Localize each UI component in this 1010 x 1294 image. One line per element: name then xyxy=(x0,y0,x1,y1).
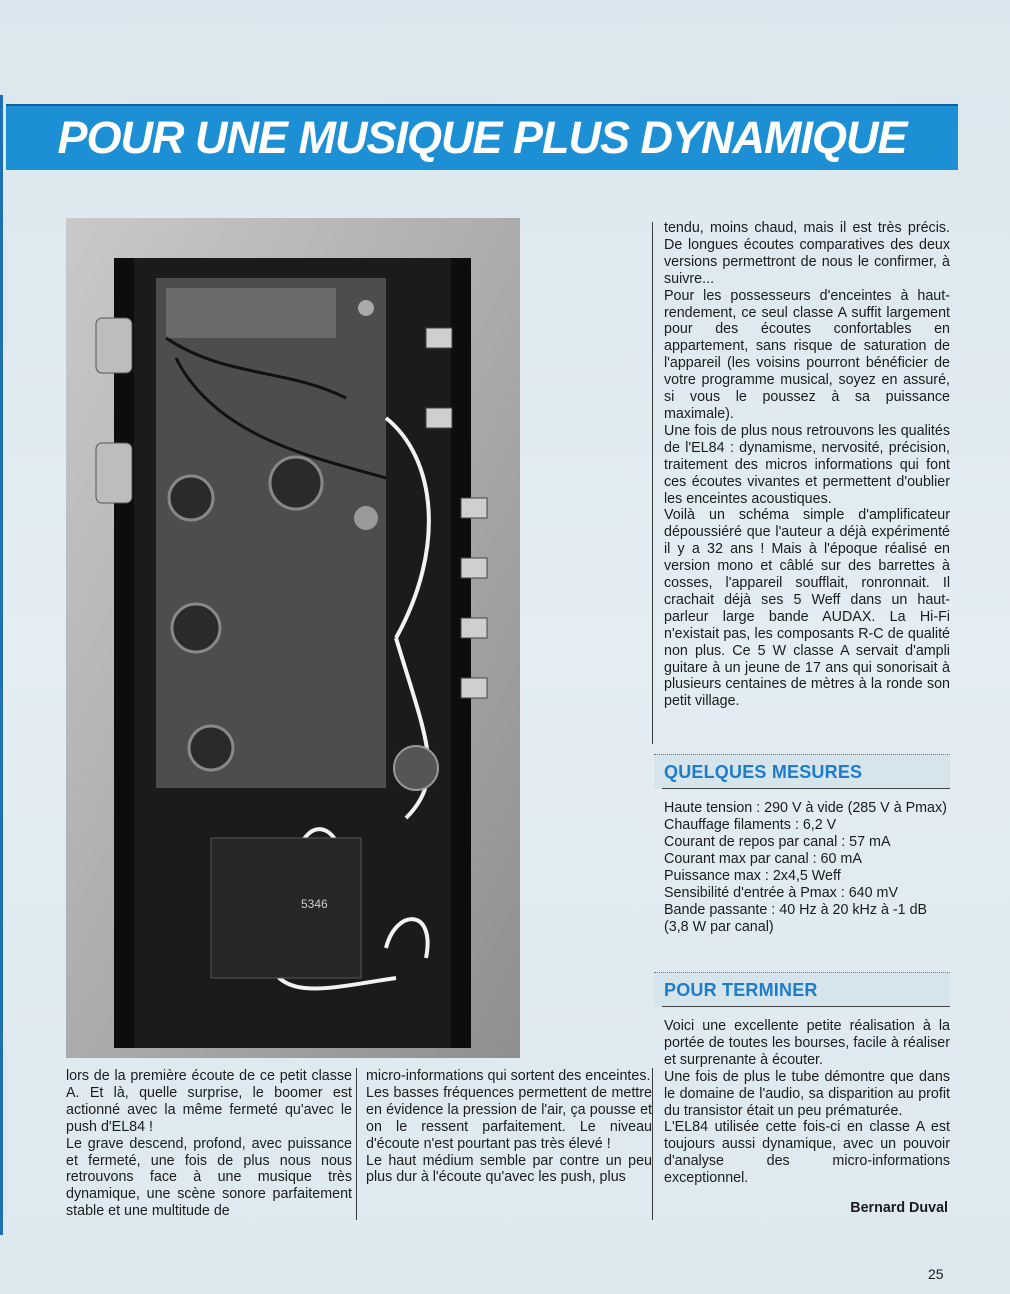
left-margin-rule xyxy=(0,95,3,1235)
article-text-right-column: tendu, moins chaud, mais il est très précis. De longues écoutes comparatives des deux versions permettront de nous le confirmer, à suivre... Pour les possesseurs d'enceintes à haut-rendement, ce seul classe A suffit largement pour des écoutes confortables en appartement, sans risque de saturation de l'appareil (les voisins pourront bénéficier de votre programme musical, soyez en assuré, si vous le poussez à sa puissance maximale). Une fois de plus nous retrouvons les qualités de l'EL84 : dynamisme, nervosité, précision, traitement des micros informations qui font ces écoutes vivantes et permettent d'oublier les enceintes acoustiques. Voilà un schéma simple d'amplificateur dépoussiéré que l'auteur a déjà expérimenté il y a 32 ans ! Mais à l'époque réalisé en version mono et câblé sur des barrettes à cosses, l'appareil soufflait, ronronnait. Il crachait déjà ses 5 Weff dans un haut-parleur large bande AUDAX. La Hi-Fi n'existait pas, les composants R-C de qualité non plus. Ce 5 W classe A servait d'ampli guitare à un jeune de 17 ans qui sonorisait à plusieurs centaines de mètres à la ronde son petit village. xyxy=(664,220,950,710)
column-divider xyxy=(652,222,653,744)
page-title: POUR UNE MUSIQUE PLUS DYNAMIQUE xyxy=(57,112,907,163)
title-banner xyxy=(6,104,958,170)
conclusion-text: Voici une excellente petite réalisation à la portée de toutes les bourses, facile à réaliser et surprenante à écouter. Une fois de plus le tube démontre que dans le domaine de l'audio, sa disparition au profit du transistor était un peu prématurée. L'EL84 utilisée cette fois-ci en classe A est toujours aussi dynamique, avec un pouvoir d'analyse des micro-informations exceptionnel. xyxy=(664,1018,950,1187)
measure-item: Puissance max : 2x4,5 Weff xyxy=(664,868,841,884)
heading-underline xyxy=(662,1006,950,1007)
svg-text:5346: 5346 xyxy=(301,897,328,911)
heading-underline xyxy=(662,788,950,789)
measure-item: Courant de repos par canal : 57 mA xyxy=(664,834,891,850)
measures-list xyxy=(664,800,954,936)
column-divider xyxy=(356,1068,357,1220)
measure-item: Sensibilité d'entrée à Pmax : 640 mV xyxy=(664,885,898,901)
amplifier-chassis-photo xyxy=(66,218,520,1058)
page-number: 25 xyxy=(928,1266,944,1282)
author-signature: Bernard Duval xyxy=(850,1200,948,1216)
column-divider xyxy=(652,1068,653,1220)
article-text-middle-column: micro-informations qui sortent des enceintes. Les basses fréquences permettent de mettre en évidence la pression de l'air, ça pousse et on le ressent parfaitement. Le niveau d'écoute n'est pourtant pas très élevé ! Le haut médium semble par contre un peu plus dur à l'écoute qu'avec les push, plus xyxy=(366,1068,652,1186)
section-heading-conclusion xyxy=(654,972,950,1007)
measure-item: Courant max par canal : 60 mA xyxy=(664,851,862,867)
article-text-left-column: lors de la première écoute de ce petit classe A. Et là, quelle surprise, le boomer est actionné avec la même fermeté qu'avec le push d'EL84 ! Le grave descend, profond, avec puissance et fermeté, une fois de plus nous nous retrouvons face à une musique très dynamique, une scène sonore parfaitement stable et une multitude de xyxy=(66,1068,352,1220)
measure-item: Chauffage filaments : 6,2 V xyxy=(664,817,837,833)
section-heading-measures xyxy=(654,754,950,789)
section-heading-text: QUELQUES MESURES xyxy=(664,762,863,782)
section-heading-text: POUR TERMINER xyxy=(664,980,818,1000)
measure-item: Haute tension : 290 V à vide (285 V à Pmax) xyxy=(664,800,947,816)
measure-item: Bande passante : 40 Hz à 20 kHz à -1 dB (3,8 W par canal) xyxy=(664,902,928,935)
